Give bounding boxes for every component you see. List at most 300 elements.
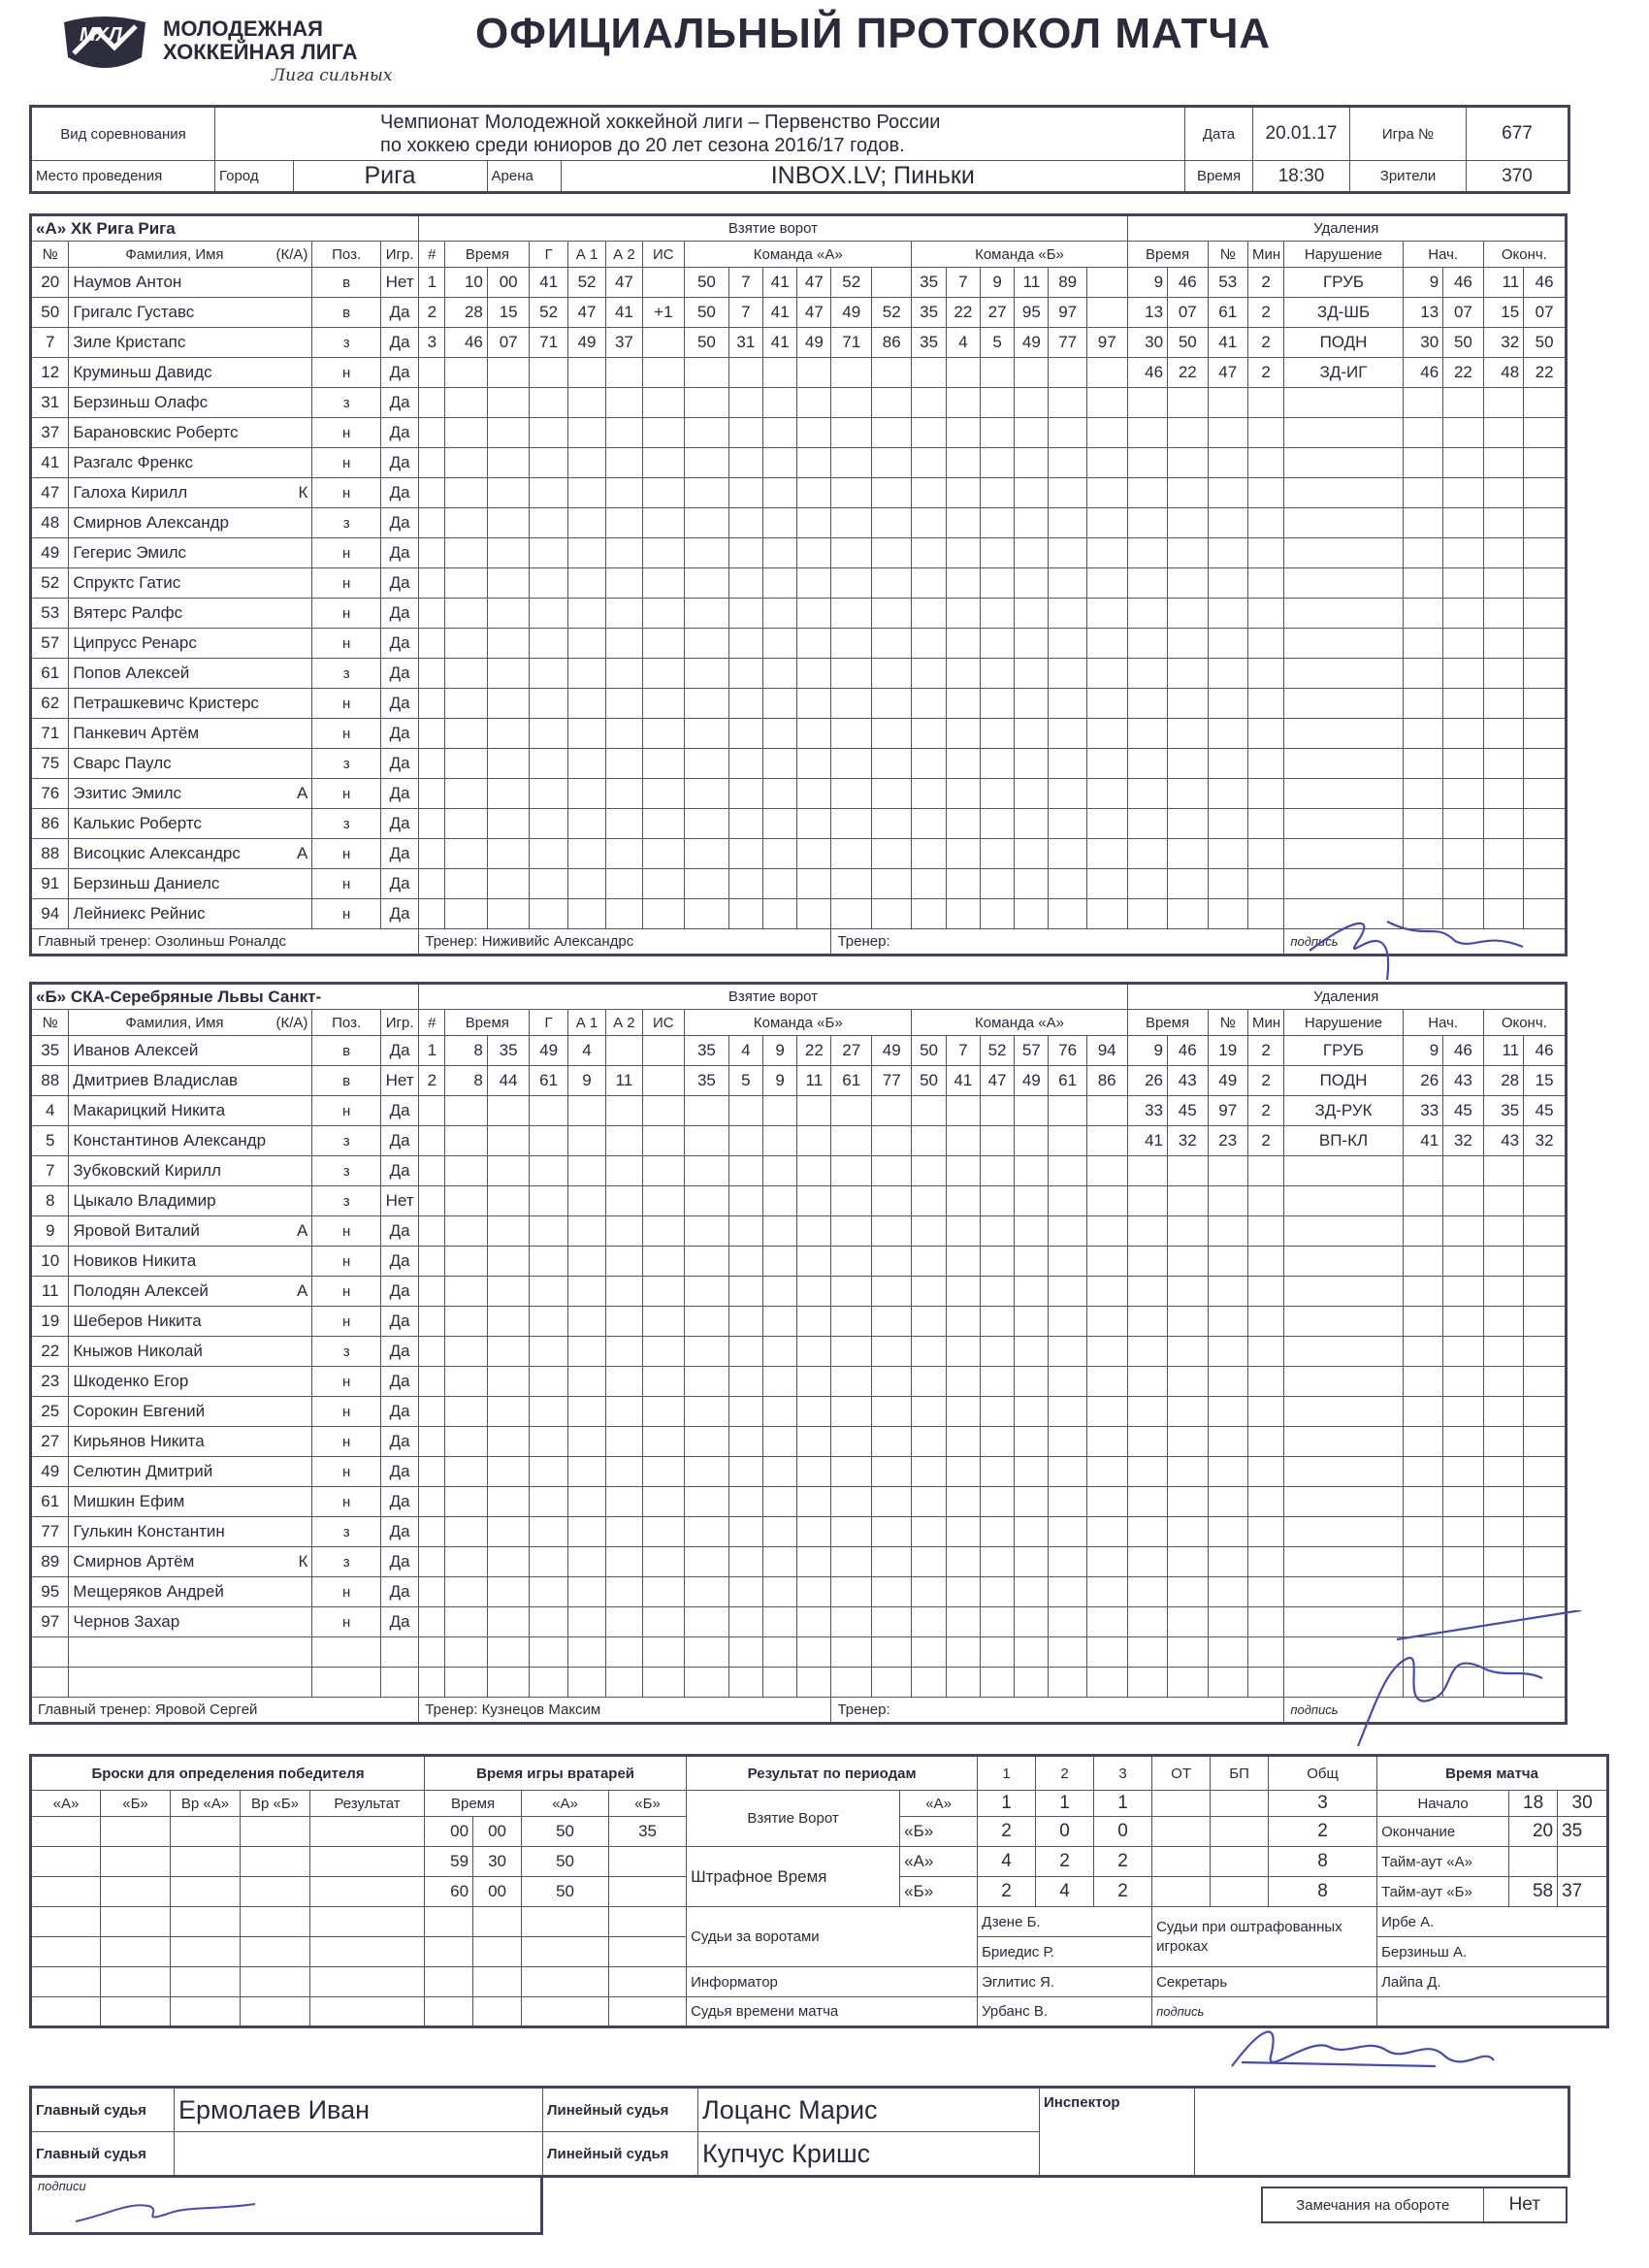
goal-empty-cell (980, 809, 1014, 839)
penalty-end-minute (1483, 478, 1523, 508)
goal-empty-cell (530, 1307, 567, 1337)
goal-empty-cell (831, 388, 871, 418)
penalty-empty-cell (1168, 1216, 1208, 1247)
goal-empty-cell (606, 568, 642, 599)
goal-empty-cell (728, 1216, 762, 1247)
penalty-empty-cell (1208, 1307, 1247, 1337)
goal-empty-cell (797, 599, 831, 629)
goal-empty-cell (1049, 689, 1086, 719)
penalty-empty-cell (1247, 1307, 1283, 1337)
penalty-start-minute (1403, 1427, 1442, 1457)
goal-empty-cell (831, 899, 871, 929)
goal-empty-cell (487, 418, 530, 448)
penalty-end-second: 46 (1524, 268, 1567, 298)
goal-empty-cell (912, 1517, 946, 1547)
player-plays: Да (380, 1337, 418, 1367)
goal-assist1: 49 (567, 328, 605, 358)
penalty-minute (1127, 538, 1167, 568)
player-position: н (312, 418, 381, 448)
goal-empty-cell (567, 1247, 605, 1277)
player-row (31, 1487, 1567, 1517)
shootout-cell (31, 1967, 101, 1997)
goal-empty-cell (487, 1397, 530, 1427)
col-pen-min: Мин (1247, 1010, 1283, 1036)
penalty-empty-cell (1208, 538, 1247, 568)
player-row (31, 1126, 1567, 1156)
goal-empty-cell (642, 1126, 685, 1156)
goal-empty-cell (1049, 1457, 1086, 1487)
period-results-title: Результат по периодам (687, 1756, 978, 1791)
player-role: А (297, 1221, 308, 1240)
player-name-cell (69, 1547, 312, 1577)
official-empty-cell (1377, 1997, 1608, 2027)
player-plays: Да (380, 478, 418, 508)
coach-name: Ниживийс Александрс (481, 933, 634, 950)
player-position: з (312, 1156, 381, 1186)
goal-empty-cell (1015, 388, 1049, 418)
team-signature-label: подпись (1284, 929, 1567, 956)
goal-empty-cell (567, 388, 605, 418)
goalie-a-number: 50 (522, 1847, 609, 1877)
goal-empty-cell (728, 749, 762, 779)
goal-empty-cell (1015, 839, 1049, 869)
player-row (31, 899, 1567, 929)
shootout-cell (310, 1877, 425, 1907)
goal-empty-cell (567, 478, 605, 508)
player-name: Сварс Паулс (73, 754, 172, 772)
goal-empty-cell (797, 1216, 831, 1247)
coach-label: Тренер: (425, 1701, 478, 1718)
goal-number (419, 839, 445, 869)
goalie-time-second: 00 (473, 1817, 522, 1847)
penalty-empty-cell (1524, 1517, 1567, 1547)
goal-empty-cell (685, 1577, 729, 1607)
shootout-title: Броски для определения победителя (31, 1756, 425, 1791)
goal-opp-on-ice-player: 7 (946, 1036, 980, 1066)
goal-empty-cell (567, 448, 605, 478)
goal-empty-cell (487, 1457, 530, 1487)
penalty-second: 45 (1168, 1096, 1208, 1126)
penalty-empty-cell (1208, 388, 1247, 418)
goalie-empty-cell (609, 1907, 687, 1937)
line-referee-1: Лоцанс Марис (698, 2088, 1040, 2132)
goal-opp-on-ice-player: 89 (1049, 268, 1086, 298)
goal-empty-cell (946, 568, 980, 599)
player-position: з (312, 1547, 381, 1577)
player-role: А (297, 1281, 308, 1300)
penalty-empty-cell (1524, 388, 1567, 418)
game-label: Игра № (1350, 107, 1467, 161)
player-name-cell (69, 1668, 312, 1698)
player-name: Цыкало Владимир (73, 1191, 216, 1210)
goal-opp-on-ice-player: 5 (980, 328, 1014, 358)
penalty-empty-cell (1284, 749, 1403, 779)
penalty-end-minute: 15 (1483, 298, 1523, 328)
penalty-empty-cell (1524, 1397, 1567, 1427)
penalty-start-second: 22 (1443, 358, 1483, 388)
pim-a-period (1152, 1847, 1211, 1877)
penalty-end-minute (1483, 719, 1523, 749)
player-position: н (312, 358, 381, 388)
goal-empty-cell (728, 508, 762, 538)
goal-empty-cell (606, 388, 642, 418)
goal-opp-on-ice-player: 7 (946, 268, 980, 298)
goal-empty-cell (487, 1126, 530, 1156)
pim-b-period (1211, 1877, 1269, 1907)
penalty-start-minute (1403, 659, 1442, 689)
goal-empty-cell (530, 1637, 567, 1668)
player-plays: Да (380, 1307, 418, 1337)
goal-number (419, 1307, 445, 1337)
penalty-start-minute (1403, 1277, 1442, 1307)
goal-empty-cell (980, 1247, 1014, 1277)
goal-empty-cell (567, 779, 605, 809)
line-referee-label-2: Линейный судья (543, 2132, 698, 2177)
goal-empty-cell (871, 1247, 911, 1277)
goal-empty-cell (606, 659, 642, 689)
penalty-end-minute (1483, 1216, 1523, 1247)
end-hour: 20 (1509, 1817, 1558, 1847)
penalty-empty-cell (1524, 1337, 1567, 1367)
shootout-cell (241, 1847, 310, 1877)
goal-empty-cell (1015, 448, 1049, 478)
player-row (31, 1036, 1567, 1066)
penalty-empty-cell (1168, 809, 1208, 839)
penalty-empty-cell (1443, 1247, 1483, 1277)
official-name: Эглитис Я. (978, 1967, 1152, 1997)
goal-empty-cell (762, 899, 796, 929)
player-number: 91 (31, 869, 69, 899)
player-row (31, 268, 1567, 298)
goal-on-ice-player: 61 (831, 1066, 871, 1096)
goal-empty-cell (567, 1668, 605, 1698)
penalty-empty-cell (1208, 1367, 1247, 1397)
goal-minute (445, 1307, 488, 1337)
goal-empty-cell (912, 1637, 946, 1668)
goal-opp-on-ice-player: 22 (946, 298, 980, 328)
goal-empty-cell (685, 1216, 729, 1247)
goal-empty-cell (1049, 869, 1086, 899)
goal-empty-cell (530, 599, 567, 629)
goal-empty-cell (1086, 388, 1127, 418)
goal-minute (445, 388, 488, 418)
penalty-minute (1127, 599, 1167, 629)
player-number: 27 (31, 1427, 69, 1457)
goal-empty-cell (831, 719, 871, 749)
penalty-empty-cell (1284, 478, 1403, 508)
player-name: Мещеряков Андрей (73, 1582, 224, 1601)
goal-empty-cell (946, 1487, 980, 1517)
shootout-col-0: «А» (31, 1791, 101, 1817)
goal-empty-cell (728, 1186, 762, 1216)
goal-on-ice-player: 47 (797, 298, 831, 328)
goal-empty-cell (567, 1457, 605, 1487)
goal-empty-cell (685, 719, 729, 749)
player-name: Висоцкис Александрс (73, 844, 241, 862)
penalty-start-minute (1403, 1337, 1442, 1367)
penalty-empty-cell (1524, 779, 1567, 809)
goal-empty-cell (642, 1547, 685, 1577)
goal-empty-cell (871, 1096, 911, 1126)
player-name: Кныжов Николай (73, 1342, 203, 1360)
penalty-minute (1127, 749, 1167, 779)
team-b-title: «Б» СКА-Серебряные Львы Санкт- (31, 984, 419, 1010)
period-col-2: 3 (1094, 1756, 1152, 1791)
penalty-empty-cell (1443, 1668, 1483, 1698)
goal-empty-cell (728, 1547, 762, 1577)
goal-number (419, 659, 445, 689)
player-number: 86 (31, 809, 69, 839)
penalty-empty-cell (1208, 1397, 1247, 1427)
goal-empty-cell (685, 779, 729, 809)
goal-empty-cell (1015, 1517, 1049, 1547)
penalty-empty-cell (1284, 629, 1403, 659)
goal-empty-cell (831, 1216, 871, 1247)
player-position: з (312, 749, 381, 779)
player-name-cell (69, 749, 312, 779)
penalty-minute (1127, 689, 1167, 719)
goal-number (419, 538, 445, 568)
player-position: н (312, 1487, 381, 1517)
penalty-empty-cell (1524, 478, 1567, 508)
shootout-cell (31, 1847, 101, 1877)
goal-empty-cell (642, 719, 685, 749)
player-number: 49 (31, 538, 69, 568)
goal-empty-cell (1015, 1547, 1049, 1577)
goal-empty-cell (762, 568, 796, 599)
goal-empty-cell (912, 1668, 946, 1698)
shootout-cell (101, 1937, 171, 1967)
goal-assist2: 37 (606, 328, 642, 358)
coach-2 (831, 1698, 1284, 1724)
penalty-empty-cell (1208, 1186, 1247, 1216)
player-number: 94 (31, 899, 69, 929)
goal-empty-cell (487, 538, 530, 568)
goal-empty-cell (530, 1397, 567, 1427)
goal-opp-on-ice-player (1086, 268, 1127, 298)
player-position: з (312, 809, 381, 839)
goal-empty-cell (487, 1307, 530, 1337)
player-name: Разгалс Френкс (73, 453, 194, 471)
player-number: 62 (31, 689, 69, 719)
penalty-minute (1127, 388, 1167, 418)
summary-table (29, 1754, 1609, 2028)
penalty-empty-cell (1284, 1186, 1403, 1216)
penalty-player: 53 (1208, 268, 1247, 298)
goal-number (419, 1607, 445, 1637)
goal-empty-cell (1049, 1156, 1086, 1186)
goal-empty-cell (1086, 1427, 1127, 1457)
goal-empty-cell (912, 448, 946, 478)
goal-empty-cell (1086, 1126, 1127, 1156)
penalty-end-minute (1483, 1427, 1523, 1457)
penalty-empty-cell (1524, 1668, 1567, 1698)
goal-minute (445, 1096, 488, 1126)
penalty-end-minute (1483, 388, 1523, 418)
goal-empty-cell (1015, 478, 1049, 508)
goal-empty-cell (530, 1517, 567, 1547)
goalie-time-minute (425, 1907, 473, 1937)
player-number: 75 (31, 749, 69, 779)
penalty-minutes: 2 (1247, 1036, 1283, 1066)
goal-empty-cell (1086, 1186, 1127, 1216)
col-pen-num: № (1208, 1010, 1247, 1036)
timeout-a-second (1558, 1847, 1608, 1877)
goal-scorer: 49 (530, 1036, 567, 1066)
coach-2 (831, 929, 1284, 956)
penalty-start-minute (1403, 1247, 1442, 1277)
goal-empty-cell (797, 629, 831, 659)
penalty-empty-cell (1208, 1668, 1247, 1698)
player-row (31, 388, 1567, 418)
penalty-empty-cell (1248, 749, 1284, 779)
goal-assist1: 4 (567, 1036, 605, 1066)
goal-empty-cell (567, 719, 605, 749)
goalie-col-time: Время (425, 1791, 522, 1817)
penalty-end-second: 22 (1524, 358, 1567, 388)
goal-empty-cell (642, 1216, 685, 1247)
penalty-minute: 9 (1127, 1036, 1167, 1066)
player-name: Галоха Кирилл (73, 483, 188, 502)
goal-empty-cell (642, 1096, 685, 1126)
col-assist2: А 2 (606, 1010, 642, 1036)
player-name-cell (69, 358, 312, 388)
penalty-empty-cell (1443, 478, 1483, 508)
penalty-empty-cell (1168, 599, 1208, 629)
goal-minute: 10 (445, 268, 488, 298)
penalty-minute: 46 (1127, 358, 1167, 388)
goal-empty-cell (487, 749, 530, 779)
goal-empty-cell (831, 478, 871, 508)
penalty-player: 23 (1208, 1126, 1247, 1156)
goal-number (419, 1247, 445, 1277)
col-team-opp-on-ice: Команда «А» (912, 1010, 1127, 1036)
goal-second: 07 (487, 328, 530, 358)
player-name-cell (69, 268, 312, 298)
head-coach-label: Главный тренер: (38, 1701, 151, 1718)
head-coach (31, 929, 419, 956)
player-plays: Да (380, 328, 418, 358)
penalty-player: 19 (1208, 1036, 1247, 1066)
penalty-start-minute (1403, 1156, 1442, 1186)
goal-empty-cell (1015, 1337, 1049, 1367)
penalty-end-minute (1483, 508, 1523, 538)
remarks-table (1261, 2187, 1568, 2223)
goal-empty-cell (1049, 1126, 1086, 1156)
goal-empty-cell (762, 1457, 796, 1487)
player-position: в (312, 268, 381, 298)
goal-empty-cell (831, 839, 871, 869)
penalty-empty-cell (1248, 719, 1284, 749)
goal-opp-on-ice-player: 50 (912, 1036, 946, 1066)
player-plays: Да (380, 538, 418, 568)
goal-empty-cell (487, 568, 530, 599)
goal-opp-on-ice-player: 35 (912, 328, 946, 358)
goal-empty-cell (1086, 448, 1127, 478)
goal-empty-cell (797, 1517, 831, 1547)
goal-empty-cell (912, 358, 946, 388)
player-name-cell (69, 1367, 312, 1397)
player-name-cell (69, 448, 312, 478)
pim-team-b: «Б» (900, 1877, 978, 1907)
goal-opp-on-ice-player: 94 (1086, 1036, 1127, 1066)
goal-empty-cell (762, 1337, 796, 1367)
penalty-empty-cell (1443, 418, 1483, 448)
player-number: 10 (31, 1247, 69, 1277)
penalty-judges-label: Судьи при оштрафованных игроках (1152, 1907, 1377, 1967)
goal-empty-cell (912, 1216, 946, 1247)
player-name: Эзитис Эмилс (73, 784, 182, 802)
goal-empty-cell (685, 1668, 729, 1698)
penalty-start-minute (1403, 418, 1442, 448)
goal-empty-cell (912, 1457, 946, 1487)
goal-empty-cell (606, 1247, 642, 1277)
penalty-end-minute (1483, 629, 1523, 659)
goalie-empty-cell (522, 1997, 609, 2027)
penalty-empty-cell (1443, 538, 1483, 568)
penalty-empty-cell (1284, 1457, 1403, 1487)
penalty-minute (1127, 1186, 1167, 1216)
goal-empty-cell (728, 1427, 762, 1457)
goal-empty-cell (642, 1517, 685, 1547)
goal-empty-cell (606, 1156, 642, 1186)
goal-empty-cell (642, 1307, 685, 1337)
player-name-cell (69, 1397, 312, 1427)
goal-empty-cell (831, 1397, 871, 1427)
goal-empty-cell (567, 1337, 605, 1367)
penalty-minute: 41 (1127, 1126, 1167, 1156)
col-team-on-ice: Команда «Б» (685, 1010, 912, 1036)
goal-minute (445, 508, 488, 538)
goal-empty-cell (980, 568, 1014, 599)
goal-empty-cell (1015, 1577, 1049, 1607)
player-row (31, 1066, 1567, 1096)
goal-empty-cell (762, 1367, 796, 1397)
penalty-empty-cell (1443, 779, 1483, 809)
goal-empty-cell (980, 1397, 1014, 1427)
penalty-empty-cell (1524, 418, 1567, 448)
player-row (31, 1607, 1567, 1637)
player-plays: Да (380, 869, 418, 899)
goals-team-a: «А» (900, 1791, 978, 1817)
penalty-empty-cell (1443, 448, 1483, 478)
team-a-goals-title: Взятие ворот (419, 215, 1127, 242)
goal-empty-cell (606, 869, 642, 899)
player-number: 8 (31, 1186, 69, 1216)
logo-abbr: МХЛ (80, 24, 122, 46)
league-name (163, 17, 392, 87)
penalty-end-minute (1483, 599, 1523, 629)
goal-empty-cell (946, 749, 980, 779)
goals-a-period (1152, 1791, 1211, 1817)
goal-empty-cell (946, 508, 980, 538)
penalty-empty-cell (1443, 689, 1483, 719)
goal-empty-cell (728, 1668, 762, 1698)
goal-empty-cell (831, 1547, 871, 1577)
player-plays: Да (380, 899, 418, 929)
goal-empty-cell (606, 1517, 642, 1547)
goal-minute (445, 659, 488, 689)
goal-empty-cell (871, 869, 911, 899)
goal-situation (642, 328, 685, 358)
goal-empty-cell (871, 508, 911, 538)
goal-empty-cell (912, 629, 946, 659)
goal-empty-cell (946, 1156, 980, 1186)
player-position: н (312, 478, 381, 508)
player-plays: Да (380, 1397, 418, 1427)
goal-empty-cell (567, 749, 605, 779)
player-position: н (312, 899, 381, 929)
